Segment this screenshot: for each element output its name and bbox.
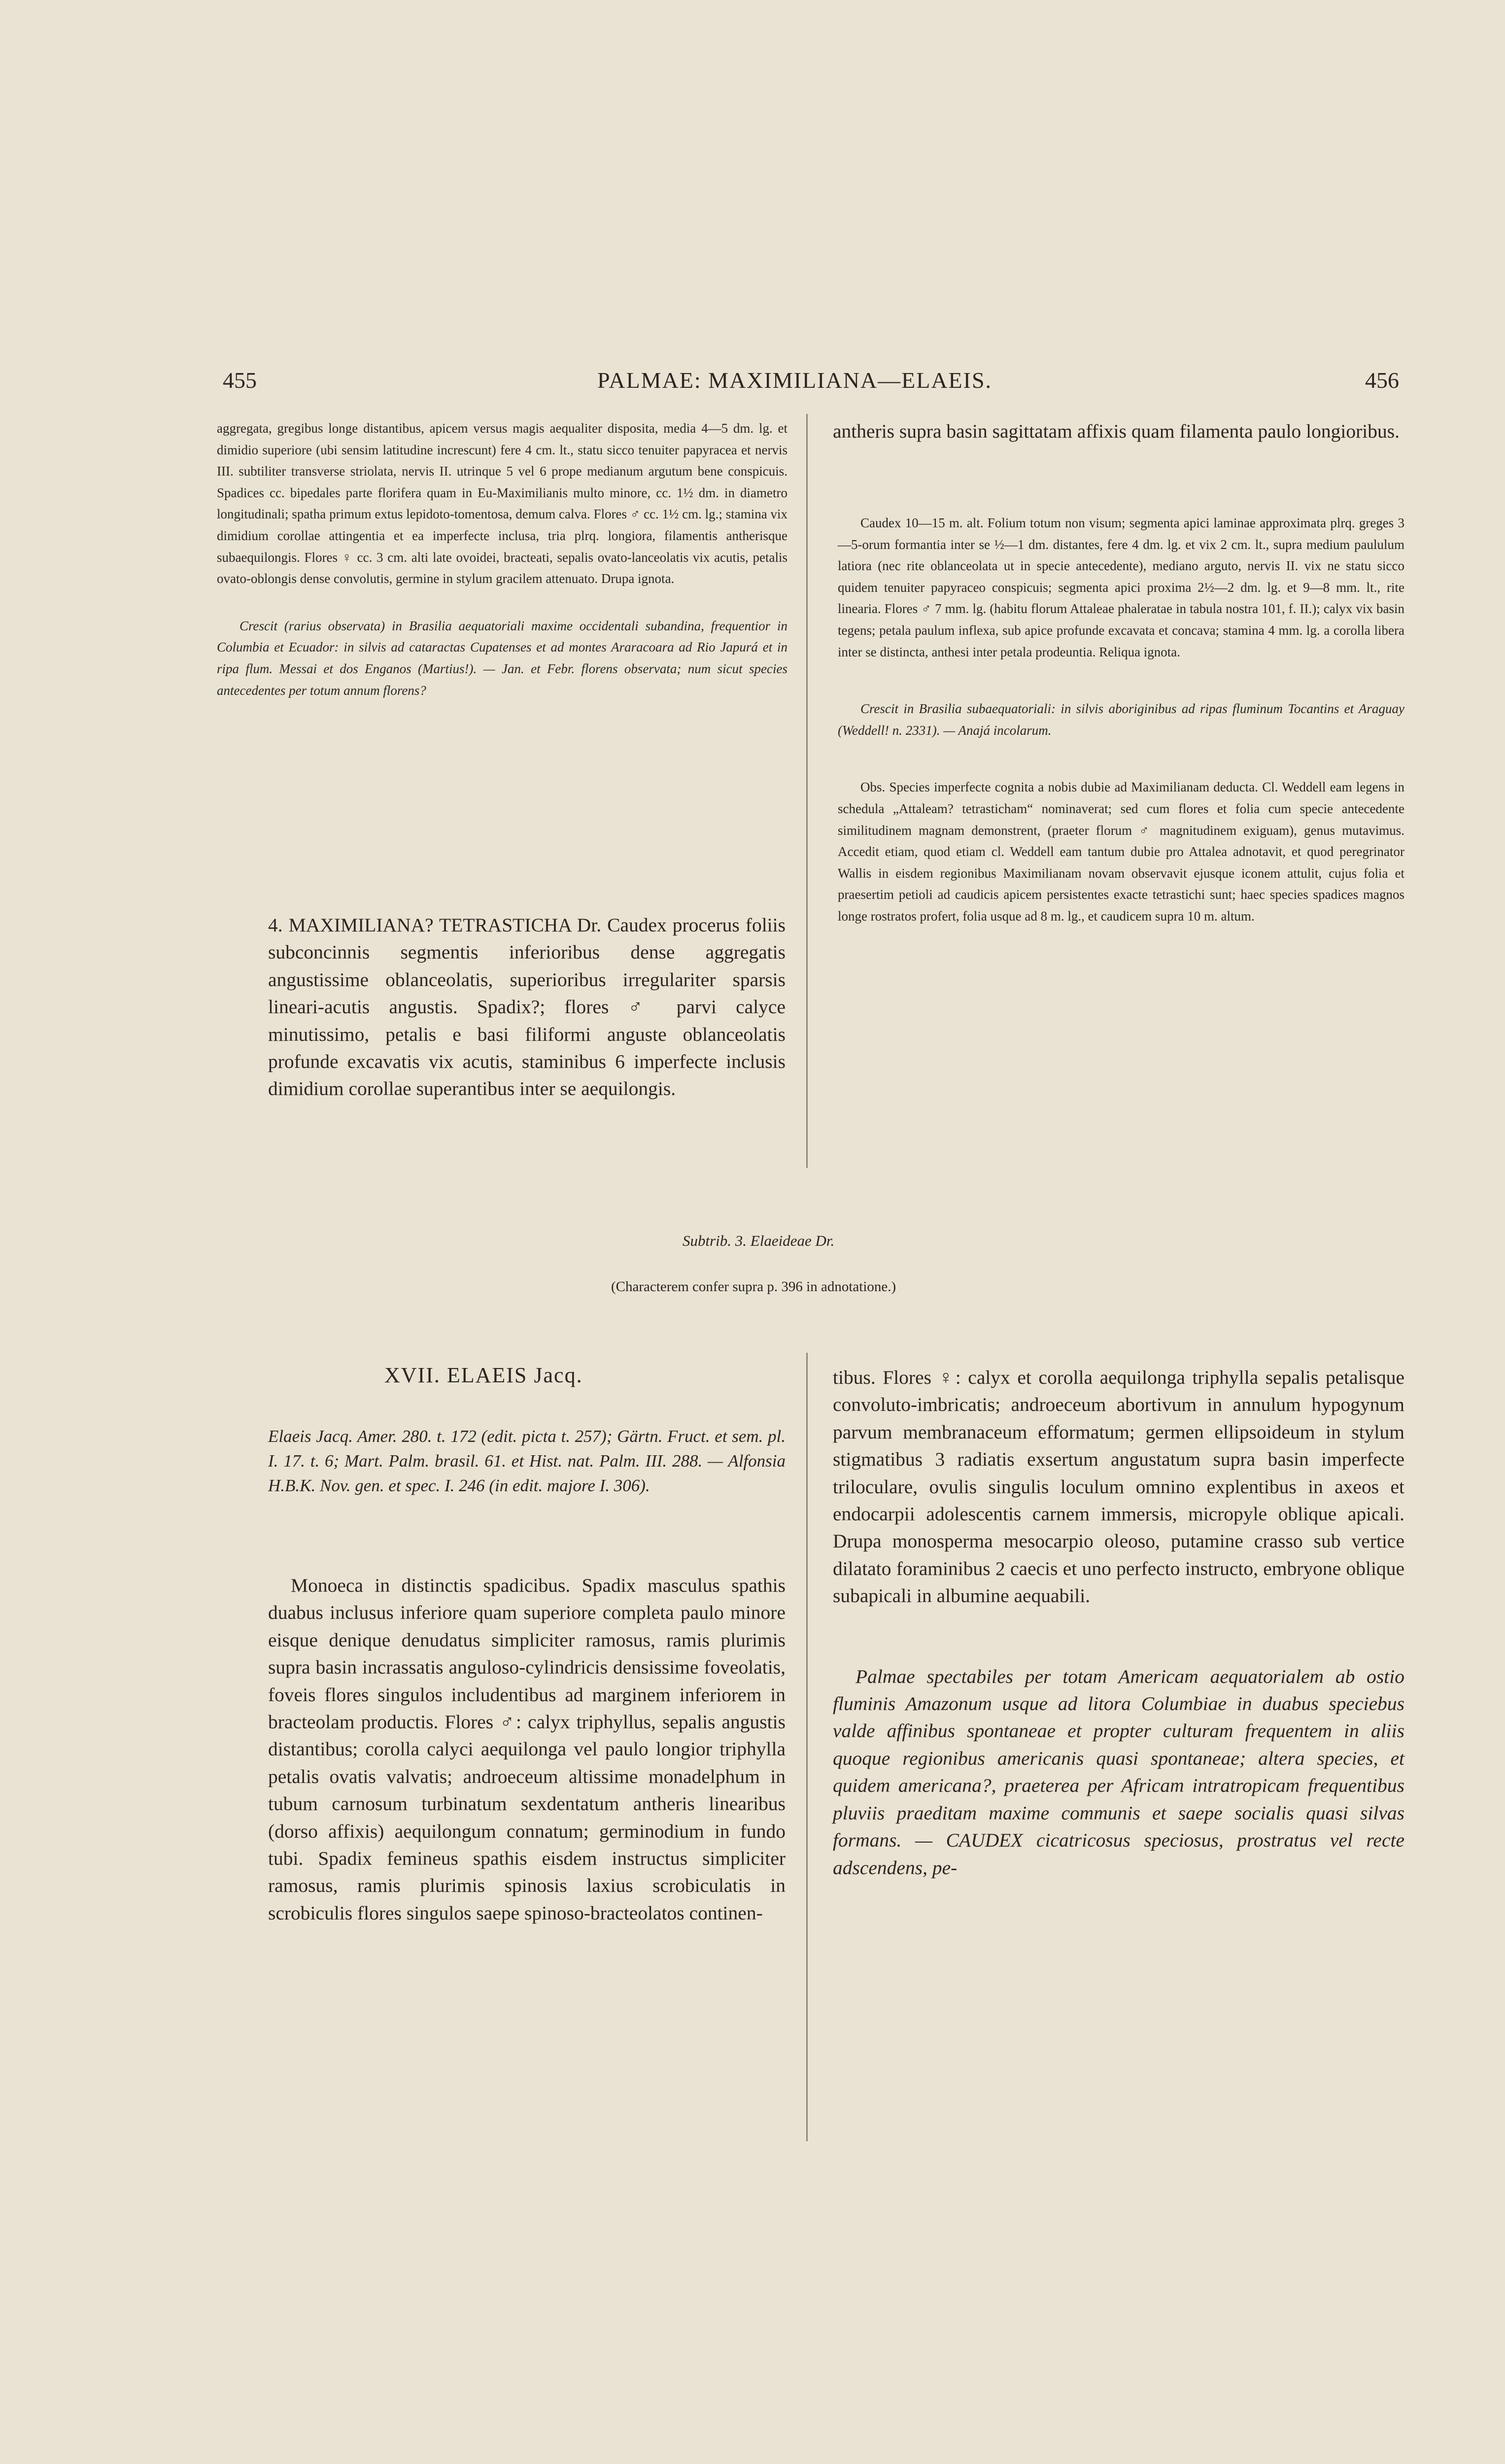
caudex-description: Caudex 10—15 m. alt. Folium totum non visum; segmenta apici laminae approximata plrq. greges 3—5-orum formantia inter se ½—1 dm. distantes, fere 4 dm. lg. et vix 2 cm. lt., supra medium paululum latiora (nec rite oblanceolata ut in specie antecedente), mediano arguto, nervis II. vix ne statu sicco quidem tenuiter papyraceo conspicuis; segmenta apici proxima 2½—2 dm. lg. et 9—8 mm. lt., rite linearia. Flores ♂ 7 mm. lg. (habitu florum Attaleae phaleratae in tabula nostra 101, f. II.); calyx vix basin tegens; petala paulum inflexa, sub apice profunde excavata et concava; stamina 4 mm. lg. a corolla libera inter se distincta, anthesi inter petala prodeuntia. Reliqua ignota. — [838, 515, 1404, 659]
species-description-continued: aggregata, gregibus longe distantibus, apicem versus magis aequaliter disposita, media 4—5 dm. lg. et dimidio superiore (ubi sensim latitudine increscunt) fere 4 cm. lt., statu sicco tenuiter papyracea et nervis III. subtiliter transverse striolata, nervis II. utrinque 5 vel 6 prope medianum argutum bene conspicuis. Spadices cc. bipedales parte florifera quam in Eu-Maximilianis multo minore, cc. 1½ dm. in diametro longitudinali; spatha primum extus lepidoto-tomentosa, demum calva. Flores ♂ cc. 1½ cm. lg.; stamina vix dimidium corollae attingentia et ea imperfecte inclusa, tria plrq. longiora, filamentis antherisque subaequilongis. Flores ♀ cc. 3 cm. alti late ovoidei, bracteati, sepalis ovato-lanceolatis vix acutis, petalis ovato-oblongis dense convolutis, germine in stylum gracilem attenuato. Drupa ignota. — [217, 421, 787, 586]
species-4-entry — [268, 912, 786, 1103]
habitat-note: Crescit (rarius observata) in Brasilia aequatoriali maxime occidentali subandina, frequentior in Columbia et Ecuador: in silvis ad cataractas Cupatenses et ad montes Araracoara ad Rio Japurá et in ripa flum. Messai et dos Enganos (Martius!). — Jan. et Febr. florens observata; num sicut species antecedentes per totum annum florens? — [217, 618, 787, 698]
subtribe-label: Subtrib. 3. Elaeideae Dr. — [683, 1232, 835, 1249]
species-4-description: 4. MAXIMILIANA? TETRASTICHA Dr. Caudex procerus foliis subconcinnis segmentis inferioribus dense aggregatis angustissime oblanceolatis, superioribus irregulariter sparsis lineari-acutis angustis. Spadix?; flores ♂ parvi calyce minutissimo, petalis e basi filiformi anguste oblanceolatis profunde excavatis vix acutis, staminibus 6 imperfecte inclusis dimidium corollae superantibus inter se aequilongis. — [268, 914, 786, 1100]
genus-description-continued-block — [833, 1364, 1404, 1882]
genus-synonymy: Elaeis Jacq. Amer. 280. t. 172 (edit. picta t. 257); Gärtn. Fruct. et sem. pl. I. 17. t. 6; Mart. Palm. brasil. 61. et Hist. nat. Palm. III. 288. — Alfonsia H.B.K. Nov. gen. et spec. I. 246 (in edit. majore I. 306). — [268, 1427, 786, 1495]
subtribe-note: (Characterem confer supra p. 396 in adnotatione.) — [611, 1279, 896, 1295]
anther-continuation: antheris supra basin sagittatam affixis quam filamenta paulo longioribus. — [833, 420, 1400, 442]
upper-right-column — [833, 418, 1404, 445]
genus-description: Monoeca in distinctis spadicibus. Spadix masculus spathis duabus inclusus inferiore quam superiore completa paulo minore eisque denique denudatus simpliciter ramosus, ramis plurimis supra basin incrassatis anguloso-cylindricis densissime foveolatis, foveis flores singulos includentibus ad marginem inferiorem in bracteolam productis. Flores ♂: calyx triphyllus, sepalis angustis distantibus; corolla calyci aequilonga vel paulo longior triphylla petalis ovatis valvatis; androeceum altissime monadelphum in tubum carnosum turbinatum sexdentatum antheris linearibus (dorso affixis) aequilongum connatum; germinodium in fundo tubi. Spadix femineus spathis eisdem instructus simpliciter ramosus, ramis plurimis spinosis laxius scrobiculatis in scrobiculis flores singulos saepe spinoso-bracteolatos continen- — [268, 1574, 786, 1924]
running-title: PALMAE: MAXIMILIANA—ELAEIS. — [597, 368, 992, 393]
column-rule-lower — [806, 1353, 808, 2141]
habitat-note-right: Crescit in Brasilia subaequatoriali: in silvis aboriginibus ad ripas fluminum Tocantins et Araguay (Weddell! n. 2331). — Anajá incolarum. — [838, 701, 1404, 738]
caudex-block — [838, 513, 1404, 927]
genus-distribution: Palmae spectabiles per totam Americam aequatorialem ab ostio fluminis Amazonum usque ad litora Columbiae in duabus speciebus valde affinibus spontaneae et propter culturam frequentem in aliis quoque regionibus americanis quasi spontaneae; altera species, et quidem americana?, praeterea per Africam intratropicam frequentibus pluviis praeditam maxime communis et saepe socialis quasi silvas formans. — CAUDEX cicatricosus speciosus, prostratus vel recte adscendens, pe- — [833, 1665, 1404, 1879]
upper-left-column — [217, 418, 787, 701]
observation-note: Obs. Species imperfecte cognita a nobis dubie ad Maximilianam deducta. Cl. Weddell eam legens in schedula „Attaleam? tetrasticham“ nominaverat; sed cum flores et folia cum specie antecedente similitudinem magnam demonstrent, (praeter florum ♂ magnitudinem exiguam), genus mutavimus. Accedit etiam, quod etiam cl. Weddell eam tantum dubie pro Attalea adnotavit, et quod peregrinator Wallis in eisdem regionibus Maximilianam novam observavit ejusque iconem attulit, cujus folia et praesertim petioli ad caudicis apicem persistentes exacte tetrastichi sunt; haec species spadices magnos longe rostratos profert, folia usque ad 8 m. lg., et caudicem supra 10 m. altum. — [838, 780, 1404, 924]
column-rule-upper — [806, 414, 808, 1168]
page-number-right: 456 — [1365, 368, 1399, 393]
genus-description-continued: tibus. Flores ♀: calyx et corolla aequilonga triphylla sepalis petalisque convoluto-imbricatis; androeceum abortivum in annulum hypogynum parvum membranaceum efformatum; germen ellipsoideum in stylum stigmatibus 3 radiatis exsertum angustatum supra basin imperfecte triloculare, ovulis singulis loculum omnino explentibus in axeos et endocarpii adolescentis carnem immersis, micropyle oblique apicali. Drupa monosperma mesocarpio oleoso, putamine crasso sub vertice dilatato foraminibus 2 caecis et uno perfecto instructo, embryone oblique subapicali in albumine aequabili. — [833, 1367, 1404, 1607]
genus-heading: XVII. ELAEIS Jacq. — [384, 1363, 583, 1387]
page-number-left: 455 — [223, 368, 257, 393]
genus-description-block — [268, 1572, 786, 1927]
